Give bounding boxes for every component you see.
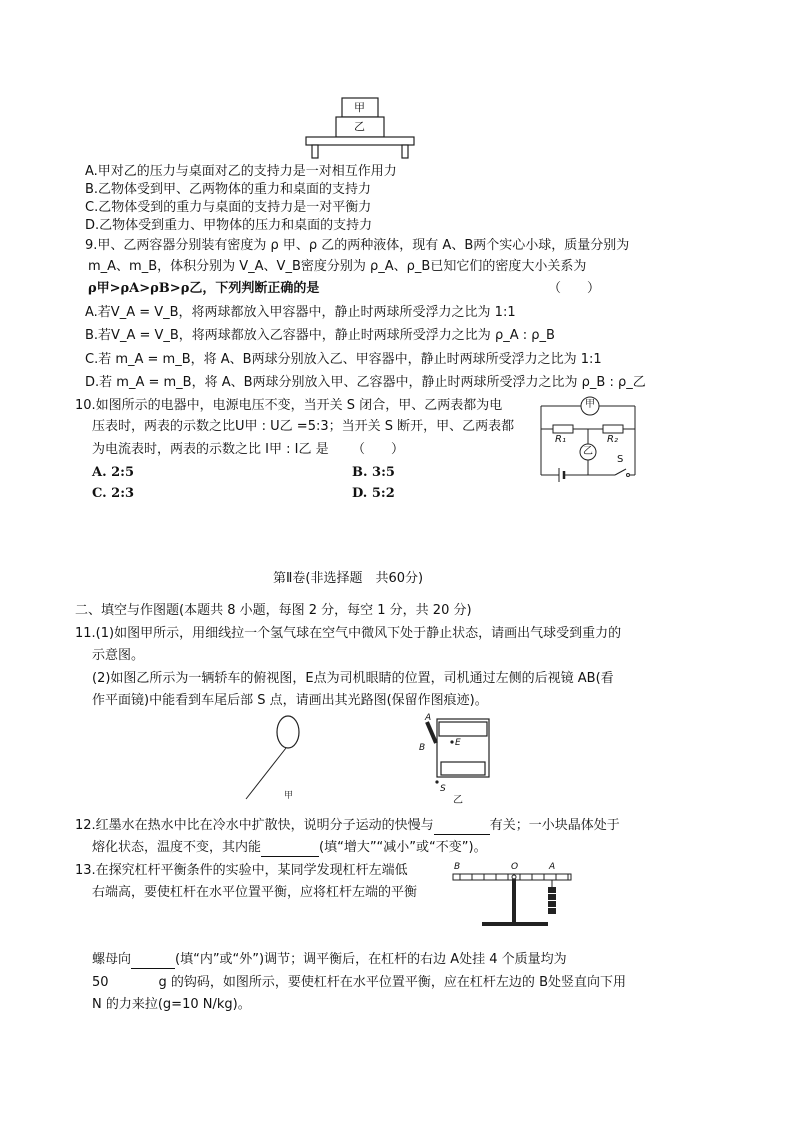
block-jia-label: 甲: [354, 101, 365, 114]
q9-option-a: A.若V_A = V_B，将两球都放入甲容器中，静止时两球所受浮力之比为 1:1: [85, 305, 516, 320]
q11-line4: 作平面镜)中能看到车尾后部 S 点，请画出其光路图(保留作图痕迹)。: [92, 693, 488, 708]
q12-line2-pre: 熔化状态，温度不变，其内能: [92, 840, 262, 855]
q13-line2: 右端高，要使杠杆在水平位置平衡，应将杠杆左端的平衡: [92, 885, 418, 900]
q9-option-b: B.若V_A = V_B，将两球都放入乙容器中，静止时两球所受浮力之比为 ρ_A : ρ_B: [85, 328, 555, 343]
eye-e-label: E: [455, 738, 461, 748]
q8-option-c: C.乙物体受到的重力与桌面的支持力是一对平衡力: [85, 200, 372, 215]
q11-line1: 11.(1)如图甲所示，用细线拉一个氢气球在空气中微风下处于静止状态，请画出气球受到重力的: [75, 626, 622, 641]
q13-line4-post: g 的钩码，如图所示，要使杠杆在水平位置平衡，应在杠杆左边的 B处竖直向下用: [158, 975, 626, 990]
lever-b-label: B: [454, 862, 461, 872]
q13-line4-pre: 50: [92, 975, 109, 990]
part2-title: 第Ⅱ卷(非选择题 共60分): [273, 571, 424, 586]
q9-line3: ρ甲>ρA>ρB>ρ乙，下列判断正确的是: [88, 281, 320, 296]
q10-line2: 压表时，两表的示数之比U甲 : U乙 =5:3；当开关 S 断开，甲、乙两表都: [92, 419, 515, 434]
resistor-r1-label: R₁: [555, 434, 566, 445]
q12-line1: [75, 817, 620, 835]
q13-line5: N 的力来拉(g=10 N/kg)。: [92, 997, 251, 1012]
q9-option-d: D.若 m_A = m_B，将 A、B两球分别放入甲、乙容器中，静止时两球所受浮力之比为 ρ_B : ρ_乙: [85, 375, 646, 390]
mirror-b-label: B: [419, 743, 426, 753]
lever-a-label: A: [549, 862, 556, 872]
point-s-label: S: [440, 784, 446, 794]
q11-line3: (2)如图乙所示为一辆轿车的俯视图，E点为司机眼睛的位置，司机通过左侧的后视镜 AB(看: [92, 671, 614, 686]
q9-option-c: C.若 m_A = m_B，将 A、B两球分别放入乙、甲容器中，静止时两球所受浮力之比为 1:1: [85, 352, 602, 367]
q10-circuit: [535, 396, 645, 486]
q8-option-d: D.乙物体受到重力、甲物体的压力和桌面的支持力: [85, 218, 373, 233]
q9-line2: m_A、m_B，体积分别为 V_A、V_B密度分别为 ρ_A、ρ_B已知它们的密度大小关系为: [88, 259, 587, 274]
q12-blank1[interactable]: [434, 820, 490, 835]
q8-option-a: A.甲对乙的压力与桌面对乙的支持力是一对相互作用力: [85, 164, 397, 179]
q12-line2: [92, 839, 487, 857]
mirror-a-label: A: [425, 713, 432, 723]
ammeter-jia-label: 甲: [585, 399, 595, 410]
q12-line2-post: (填“增大”“减小”或“不变”)。: [319, 840, 487, 855]
q10-option-d: D. 5:2: [352, 486, 395, 501]
q13-line3-post: (填“内”或“外”)调节；调平衡后，在杠杆的右边 A处挂 4 个质量均为: [175, 952, 567, 967]
q10-option-a: A. 2:5: [92, 465, 135, 480]
q8-figure: [300, 94, 420, 160]
q9-line1: 9.甲、乙两容器分别装有密度为 ρ 甲、ρ 乙的两种液体，现有 A、B两个实心小球，质量分别为: [85, 238, 630, 253]
q10-option-b: B. 3:5: [352, 465, 395, 480]
q12-line1-post: 有关；一小块晶体处于: [489, 818, 620, 833]
q10-line1: 10.如图所示的电器中，电源电压不变，当开关 S 闭合，甲、乙两表都为电: [75, 398, 503, 413]
meter-yi-label: 乙: [583, 446, 593, 457]
section2-title: 二、填空与作图题(本题共 8 小题，每图 2 分，每空 1 分，共 20 分): [75, 603, 472, 618]
q13-blank1[interactable]: [131, 954, 175, 969]
q10-line3: 为电流表时，两表的示数之比 I甲 : I乙 是: [92, 442, 329, 457]
q12-line1-pre: 12.红墨水在热水中比在冷水中扩散快，说明分子运动的快慢与: [75, 818, 434, 833]
q13-line3-pre: 螺母向: [92, 952, 132, 967]
q11-balloon-figure: [240, 715, 330, 810]
q10-paren: （ ）: [352, 442, 405, 457]
q11-line2: 示意图。: [92, 648, 145, 663]
lever-o-label: O: [511, 862, 519, 872]
q13-line1: 13.在探究杠杆平衡条件的实验中，某同学发现杠杆左端低: [75, 863, 408, 878]
resistor-r2-label: R₂: [607, 434, 618, 445]
q11-car-figure: [415, 715, 515, 810]
q13-lever-figure: [450, 860, 576, 932]
q8-option-b: B.乙物体受到甲、乙两物体的重力和桌面的支持力: [85, 182, 372, 197]
fig-yi-caption: 乙: [453, 795, 463, 806]
block-yi-label: 乙: [354, 120, 365, 133]
q13-line3: [92, 951, 567, 969]
switch-s-label: S: [617, 454, 624, 465]
q9-paren: （ ）: [548, 281, 601, 296]
q10-option-c: C. 2:3: [92, 486, 135, 501]
fig-jia-caption: 甲: [284, 791, 294, 801]
q12-blank2[interactable]: [261, 842, 319, 857]
q13-line4: [92, 974, 626, 992]
